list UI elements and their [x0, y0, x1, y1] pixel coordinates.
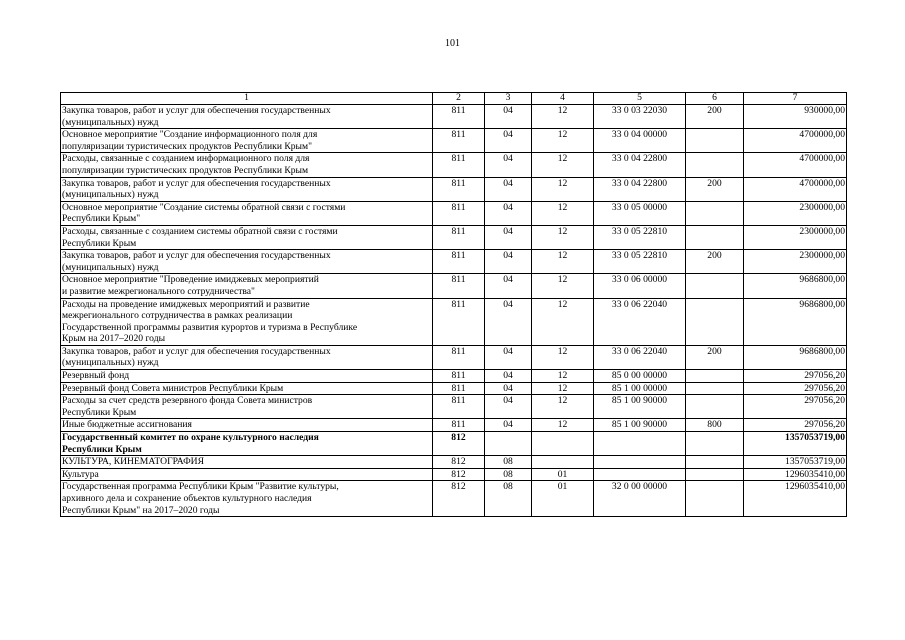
expense-type-cell [686, 382, 744, 395]
section-code-cell: 04 [485, 201, 532, 225]
item-name-line: Государственный комитет по охране культурного наследия [62, 432, 319, 444]
table-row [61, 105, 847, 129]
target-article-cell: 33 0 05 00000 [594, 201, 686, 225]
item-name-line: КУЛЬТУРА, КИНЕМАТОГРАФИЯ [62, 456, 204, 468]
page-number: 101 [445, 38, 460, 49]
target-article-cell: 85 0 00 00000 [594, 370, 686, 383]
item-name-line: (муниципальных) нужд [62, 357, 159, 369]
item-name-line: (муниципальных) нужд [62, 261, 159, 273]
subsection-code-cell: 12 [532, 419, 594, 432]
amount-cell: 297056,20 [744, 370, 847, 383]
target-article-cell [594, 432, 686, 456]
column-number-row [61, 93, 847, 105]
expense-type-cell: 200 [686, 177, 744, 201]
amount-cell: 297056,20 [744, 395, 847, 419]
item-name-line: (муниципальных) нужд [62, 116, 159, 128]
ministry-code-cell: 811 [433, 274, 485, 298]
item-name-cell [61, 345, 433, 369]
item-name-line: популяризации туристических продуктов Республики Крым [62, 164, 309, 176]
column-header: 7 [744, 93, 847, 105]
item-name-cell [61, 201, 433, 225]
budget-table [60, 92, 847, 517]
item-name-cell [61, 370, 433, 383]
subsection-code-cell: 01 [532, 481, 594, 517]
ministry-code-cell: 812 [433, 432, 485, 456]
item-name-line: Крым на 2017–2020 годы [62, 333, 166, 345]
amount-cell: 2300000,00 [744, 201, 847, 225]
table-row [61, 153, 847, 177]
expense-type-cell [686, 153, 744, 177]
item-name-line: межрегионального сотрудничества в рамках реализации [62, 310, 293, 322]
table-row [61, 481, 847, 517]
item-name-cell [61, 419, 433, 432]
item-name-line: и развитие межрегионального сотрудничества" [62, 285, 255, 297]
item-name-line: Государственная программа Республики Крым "Развитие культуры, [62, 481, 339, 493]
ministry-code-cell: 811 [433, 298, 485, 345]
item-name-cell [61, 129, 433, 153]
ministry-code-cell: 811 [433, 370, 485, 383]
section-code-cell: 08 [485, 456, 532, 469]
amount-cell: 9686800,00 [744, 345, 847, 369]
amount-cell: 930000,00 [744, 105, 847, 129]
table-row [61, 250, 847, 274]
target-article-cell: 32 0 00 00000 [594, 481, 686, 517]
ministry-code-cell: 811 [433, 225, 485, 249]
item-name-line: популяризации туристических продуктов Республики Крым" [62, 140, 312, 152]
section-code-cell: 04 [485, 382, 532, 395]
item-name-line: Республики Крым [62, 443, 142, 455]
section-code-cell: 04 [485, 298, 532, 345]
subsection-code-cell: 12 [532, 274, 594, 298]
table-row [61, 298, 847, 345]
item-name-line: Республики Крым [62, 406, 137, 418]
table-row [61, 129, 847, 153]
expense-type-cell [686, 201, 744, 225]
amount-cell: 9686800,00 [744, 274, 847, 298]
amount-cell: 297056,20 [744, 382, 847, 395]
item-name-line: Основное мероприятие "Проведение имиджевых мероприятий [62, 274, 319, 286]
item-name-line: Расходы, связанные с созданием системы обратной связи с гостями [62, 225, 338, 237]
subsection-code-cell: 12 [532, 250, 594, 274]
item-name-line: Республики Крым" [62, 213, 141, 225]
section-code-cell: 04 [485, 419, 532, 432]
item-name-cell [61, 382, 433, 395]
table-body [61, 105, 847, 517]
subsection-code-cell: 12 [532, 153, 594, 177]
section-code-cell: 04 [485, 250, 532, 274]
section-code-cell: 08 [485, 468, 532, 481]
amount-cell: 1357053719,00 [744, 456, 847, 469]
expense-type-cell [686, 129, 744, 153]
ministry-code-cell: 811 [433, 153, 485, 177]
section-code-cell: 04 [485, 105, 532, 129]
item-name-cell [61, 105, 433, 129]
subsection-code-cell: 12 [532, 395, 594, 419]
item-name-line: Закупка товаров, работ и услуг для обеспечения государственных [62, 177, 331, 189]
item-name-cell [61, 225, 433, 249]
section-code-cell: 04 [485, 129, 532, 153]
column-header: 4 [532, 93, 594, 105]
amount-cell: 4700000,00 [744, 153, 847, 177]
target-article-cell: 33 0 06 22040 [594, 298, 686, 345]
target-article-cell: 33 0 06 22040 [594, 345, 686, 369]
subsection-code-cell: 01 [532, 468, 594, 481]
item-name-line: Основное мероприятие "Создание системы обратной связи с гостями [62, 201, 346, 213]
amount-cell: 4700000,00 [744, 177, 847, 201]
section-code-cell: 04 [485, 345, 532, 369]
item-name-line: Республики Крым" на 2017–2020 годы [62, 504, 220, 516]
item-name-cell [61, 298, 433, 345]
item-name-line: Закупка товаров, работ и услуг для обеспечения государственных [62, 105, 331, 116]
target-article-cell [594, 468, 686, 481]
item-name-cell [61, 456, 433, 469]
target-article-cell: 33 0 04 22800 [594, 177, 686, 201]
expense-type-cell [686, 481, 744, 517]
target-article-cell: 33 0 05 22810 [594, 225, 686, 249]
expense-type-cell: 800 [686, 419, 744, 432]
target-article-cell [594, 456, 686, 469]
subsection-code-cell: 12 [532, 201, 594, 225]
target-article-cell: 33 0 06 00000 [594, 274, 686, 298]
ministry-code-cell: 811 [433, 345, 485, 369]
ministry-code-cell: 811 [433, 201, 485, 225]
item-name-line: Расходы, связанные с созданием информационного поля для [62, 153, 310, 165]
item-name-cell [61, 177, 433, 201]
table-row [61, 177, 847, 201]
subsection-code-cell: 12 [532, 370, 594, 383]
column-header: 3 [485, 93, 532, 105]
table-row [61, 468, 847, 481]
item-name-cell [61, 395, 433, 419]
expense-type-cell [686, 432, 744, 456]
ministry-code-cell: 811 [433, 177, 485, 201]
amount-cell: 2300000,00 [744, 225, 847, 249]
subsection-code-cell: 12 [532, 129, 594, 153]
amount-cell: 9686800,00 [744, 298, 847, 345]
expense-type-cell [686, 370, 744, 383]
subsection-code-cell: 12 [532, 298, 594, 345]
ministry-code-cell: 811 [433, 395, 485, 419]
expense-type-cell [686, 456, 744, 469]
item-name-line: Резервный фонд Совета министров Республики Крым [62, 382, 284, 394]
ministry-code-cell: 812 [433, 468, 485, 481]
item-name-line: Иные бюджетные ассигнования [62, 419, 192, 431]
amount-cell: 2300000,00 [744, 250, 847, 274]
expense-type-cell: 200 [686, 105, 744, 129]
expense-type-cell: 200 [686, 345, 744, 369]
table-row [61, 395, 847, 419]
ministry-code-cell: 811 [433, 105, 485, 129]
ministry-code-cell: 811 [433, 129, 485, 153]
item-name-cell [61, 468, 433, 481]
item-name-cell [61, 250, 433, 274]
subsection-code-cell: 12 [532, 177, 594, 201]
target-article-cell: 33 0 03 22030 [594, 105, 686, 129]
table-row [61, 432, 847, 456]
amount-cell: 1357053719,00 [744, 432, 847, 456]
section-code-cell: 04 [485, 370, 532, 383]
target-article-cell: 33 0 04 00000 [594, 129, 686, 153]
item-name-line: Закупка товаров, работ и услуг для обеспечения государственных [62, 345, 331, 357]
amount-cell: 4700000,00 [744, 129, 847, 153]
subsection-code-cell: 12 [532, 345, 594, 369]
item-name-line: архивного дела и сохранение объектов культурного наследия [62, 493, 312, 504]
amount-cell: 297056,20 [744, 419, 847, 432]
ministry-code-cell: 811 [433, 250, 485, 274]
expense-type-cell [686, 274, 744, 298]
column-header: 5 [594, 93, 686, 105]
item-name-line: Резервный фонд [62, 370, 130, 382]
amount-cell: 1296035410,00 [744, 481, 847, 517]
item-name-line: Основное мероприятие "Создание информационного поля для [62, 129, 318, 141]
expense-type-cell [686, 225, 744, 249]
table-row [61, 274, 847, 298]
expense-type-cell [686, 298, 744, 345]
expense-type-cell: 200 [686, 250, 744, 274]
section-code-cell: 04 [485, 225, 532, 249]
item-name-cell [61, 153, 433, 177]
subsection-code-cell: 12 [532, 105, 594, 129]
item-name-line: Закупка товаров, работ и услуг для обеспечения государственных [62, 250, 331, 262]
subsection-code-cell: 12 [532, 225, 594, 249]
item-name-cell [61, 432, 433, 456]
ministry-code-cell: 811 [433, 382, 485, 395]
table-row [61, 419, 847, 432]
item-name-line: Расходы за счет средств резервного фонда Совета министров [62, 395, 313, 407]
item-name-line: Государственной программы развития курортов и туризма в Республике [62, 321, 358, 333]
table-row [61, 225, 847, 249]
subsection-code-cell: 12 [532, 382, 594, 395]
ministry-code-cell: 812 [433, 481, 485, 517]
section-code-cell: 04 [485, 274, 532, 298]
item-name-cell [61, 481, 433, 517]
item-name-line: Республики Крым [62, 237, 137, 249]
section-code-cell [485, 432, 532, 456]
section-code-cell: 04 [485, 153, 532, 177]
subsection-code-cell [532, 432, 594, 456]
column-header: 1 [61, 93, 433, 105]
table-row [61, 201, 847, 225]
section-code-cell: 04 [485, 395, 532, 419]
item-name-line: (муниципальных) нужд [62, 189, 159, 201]
item-name-line: Культура [62, 468, 99, 480]
table-row [61, 382, 847, 395]
section-code-cell: 08 [485, 481, 532, 517]
column-header: 2 [433, 93, 485, 105]
item-name-cell [61, 274, 433, 298]
ministry-code-cell: 812 [433, 456, 485, 469]
section-code-cell: 04 [485, 177, 532, 201]
target-article-cell: 85 1 00 90000 [594, 419, 686, 432]
target-article-cell: 33 0 05 22810 [594, 250, 686, 274]
expense-type-cell [686, 395, 744, 419]
target-article-cell: 85 1 00 90000 [594, 395, 686, 419]
amount-cell: 1296035410,00 [744, 468, 847, 481]
ministry-code-cell: 811 [433, 419, 485, 432]
subsection-code-cell [532, 456, 594, 469]
table-row [61, 370, 847, 383]
target-article-cell: 33 0 04 22800 [594, 153, 686, 177]
target-article-cell: 85 1 00 00000 [594, 382, 686, 395]
item-name-line: Расходы на проведение имиджевых мероприятий и развитие [62, 298, 310, 310]
table-row [61, 345, 847, 369]
expense-type-cell [686, 468, 744, 481]
table-row [61, 456, 847, 469]
column-header: 6 [686, 93, 744, 105]
